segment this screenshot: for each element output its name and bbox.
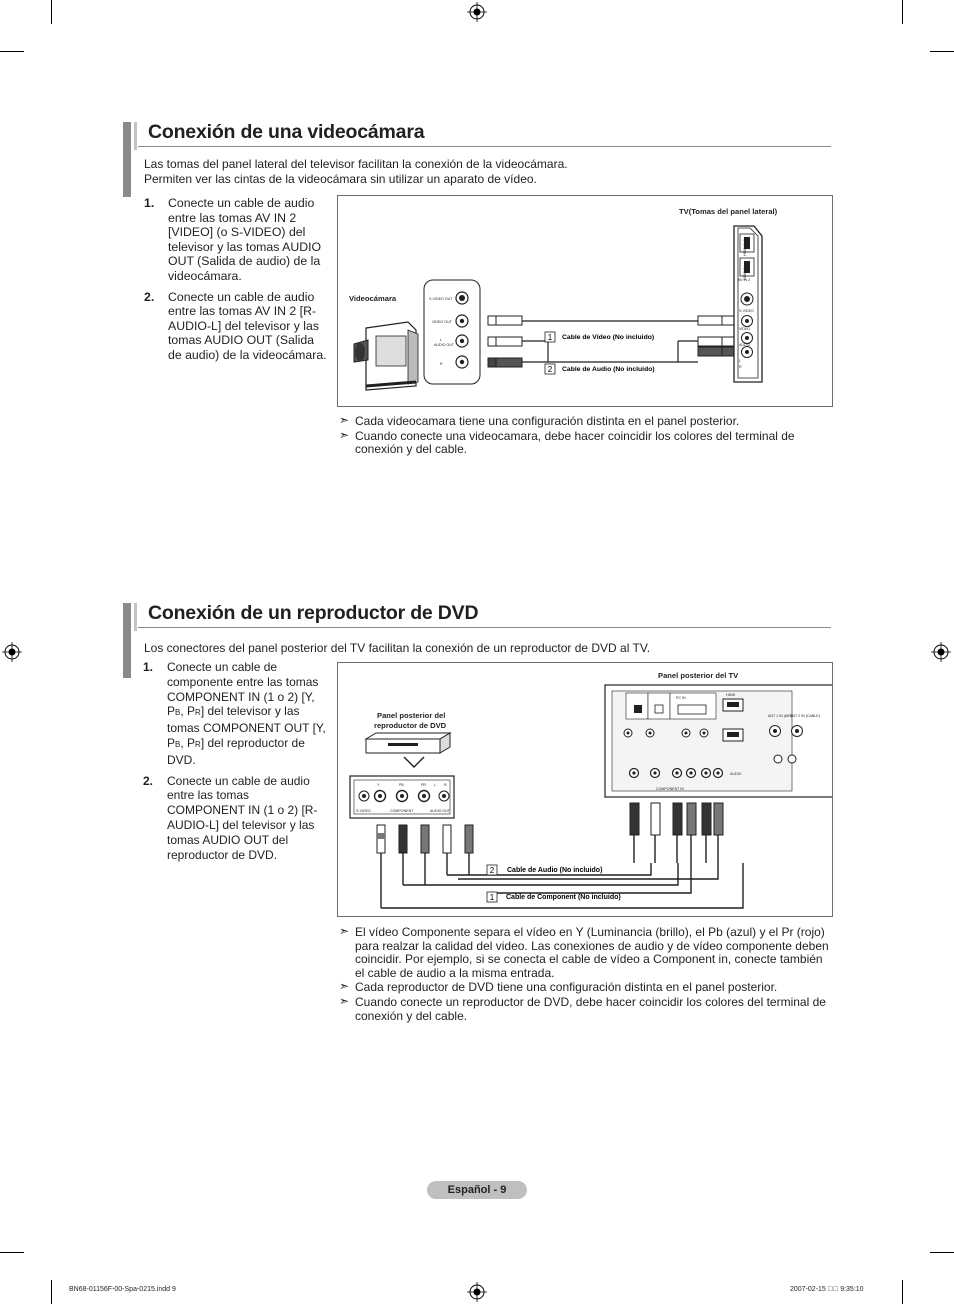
tv-jack-label: AUDIO	[739, 343, 751, 347]
crop-mark	[51, 0, 52, 24]
notes-list	[339, 926, 831, 1024]
dvd-cable-plugs	[377, 825, 473, 908]
subscript-b: B	[175, 708, 181, 718]
tv-jack-label: HDMI IN	[743, 266, 747, 280]
cable-label: Cable de Audio (No incluido)	[562, 366, 655, 373]
note-item	[339, 981, 831, 995]
jack-label: AUDIO OUT	[434, 343, 454, 347]
section-intro	[144, 641, 650, 656]
notes-list	[339, 415, 829, 458]
note-arrow-icon: ➣	[339, 924, 350, 938]
crop-mark	[0, 1252, 24, 1253]
file-slug: BN68-01156F-00-Spa-0215.indd 9	[69, 1286, 176, 1293]
device-label: reproductor de DVD	[374, 721, 447, 730]
jack-label: VIDEO OUT	[432, 320, 452, 324]
note-arrow-icon: ➣	[339, 427, 350, 442]
tv-jack-label: HDMI	[726, 693, 736, 697]
page-number-badge: Español - 9	[427, 1181, 527, 1199]
cable-label: Cable de Vídeo (No incluido)	[562, 334, 655, 341]
tv-label: Panel posterior del TV	[658, 671, 739, 680]
step-item	[144, 290, 328, 363]
jack-label: L	[434, 783, 436, 787]
registration-mark-icon	[467, 2, 487, 22]
step-text: Conecte un cable de audio entre las tomas AV IN 2 [R-AUDIO-L] del televisor y las tomas AUDIO OUT (Salida de audio) de la videocámara.	[168, 289, 327, 362]
cable-number: 1	[547, 333, 553, 342]
step-number: 1.	[143, 660, 154, 674]
note-arrow-icon: ➣	[339, 413, 350, 427]
title-rule	[138, 627, 831, 628]
section-accent-bar	[134, 603, 137, 631]
camcorder-connection-diagram	[337, 195, 833, 407]
note-text: Cada videocamara tiene una configuración distinta en el panel posterior.	[355, 414, 740, 428]
dvd-connection-diagram	[337, 662, 833, 917]
subscript-b: B	[175, 739, 181, 749]
tv-cable-plugs	[630, 803, 723, 863]
subscript-r: R	[195, 708, 201, 718]
tv-jack-label: HDMI IN 2	[743, 239, 747, 256]
step-number: 1.	[144, 196, 155, 210]
cable-number: 2	[547, 365, 553, 374]
tv-jack-label: VIDEO	[739, 327, 751, 331]
cable-number: 2	[489, 866, 495, 875]
crop-mark	[930, 51, 954, 52]
dvd-player-icon	[366, 733, 450, 767]
tv-jack-label: AUDIO	[730, 772, 742, 776]
step-text-part: , P	[180, 735, 196, 750]
section-title: Conexión de un reproductor de DVD	[148, 602, 479, 624]
tv-label: TV(Tomas del panel lateral)	[679, 207, 778, 216]
note-text: El vídeo Componente separa el vídeo en Y (Luminancia (brillo), el Pb (azul) y el Pr (rojo) para realzar la calidad del video. Las conexiones de audio y de vídeo componente deben coincidir. Por ejemplo, si se conecta el cable de vídeo a Component in, conecte también el cable de audio a la misma entrada.	[355, 925, 829, 980]
tv-jack-label: S-VIDEO	[739, 309, 754, 313]
step-item	[143, 774, 327, 863]
step-item	[144, 196, 328, 284]
section-accent-bar	[123, 603, 131, 678]
section-intro	[144, 157, 568, 186]
tv-side-panel	[734, 226, 762, 382]
step-text-part: Conecte un cable de componente entre las tomas COMPONENT IN (1 o 2) [Y, P	[167, 660, 319, 719]
jack-label: R	[444, 783, 447, 787]
cable-label: Cable de Audio (No incluido)	[507, 867, 603, 874]
crop-mark	[0, 51, 24, 52]
jack-label: R	[440, 362, 443, 366]
note-text: Cada reproductor de DVD tiene una configuración distinta en el panel posterior.	[355, 980, 778, 995]
tv-jack-label: R	[739, 365, 742, 369]
subscript-r: R	[195, 739, 201, 749]
registration-mark-icon	[467, 1282, 487, 1302]
note-item	[339, 427, 829, 457]
print-timestamp: 2007-02-15 ￿￿ 9:35:10	[790, 1286, 864, 1293]
step-text: Conecte un cable de audio entre las tomas COMPONENT IN (1 o 2) [R-AUDIO-L] del televisor y las tomas AUDIO OUT del reproductor de DVD.	[167, 773, 318, 862]
cable-number: 1	[489, 893, 495, 902]
tv-jack-label: AV IN 2	[738, 278, 751, 282]
jack-label: Y	[377, 783, 380, 787]
jack-label: COMPONENT	[390, 809, 414, 813]
camcorder-icon	[354, 322, 418, 390]
crop-mark	[930, 1252, 954, 1253]
note-text: Cuando conecte una videocamara, debe hacer coincidir los colores del terminal de conexión y del cable.	[355, 428, 795, 457]
dvd-jack-panel	[350, 776, 454, 818]
crop-mark	[902, 0, 903, 24]
steps-list	[143, 660, 327, 868]
jack-label: S-VIDEO OUT	[429, 297, 453, 301]
section-title: Conexión de una videocámara	[148, 121, 425, 143]
jack-label: PB	[399, 783, 404, 787]
tv-rear-panel	[605, 685, 832, 797]
jack-label: L	[440, 338, 442, 342]
intro-line: Los conectores del panel posterior del TV facilitan la conexión de un reproductor de DVD al TV.	[144, 641, 651, 655]
crop-mark	[51, 1280, 52, 1304]
note-arrow-icon: ➣	[339, 993, 350, 1008]
tv-jack-label: ANT 1 IN (AIR)	[768, 714, 793, 718]
note-item	[339, 926, 831, 980]
jack-label: S-VIDEO	[356, 809, 371, 813]
camcorder-cables	[488, 316, 734, 367]
step-number: 2.	[144, 289, 155, 304]
tv-jack-label: COMPONENT IN	[656, 787, 684, 791]
jack-label: AUDIO OUT	[430, 809, 450, 813]
crop-mark	[902, 1280, 903, 1304]
step-text	[167, 660, 326, 767]
tv-jack-label: L	[739, 359, 741, 363]
device-label: Videocámara	[349, 294, 397, 303]
device-label: Panel posterior del	[377, 711, 446, 720]
section-accent-bar	[123, 122, 131, 197]
step-number: 2.	[143, 773, 154, 788]
title-rule	[138, 146, 831, 147]
steps-list	[144, 196, 328, 369]
intro-line: Permiten ver las cintas de la videocámara sin utilizar un aparato de vídeo.	[144, 171, 537, 186]
registration-mark-icon	[2, 642, 22, 662]
step-text-part: ] del televisor y las tomas COMPONENT OUT [Y, P	[167, 704, 326, 750]
tv-jack-label: PC IN	[676, 696, 686, 700]
section-accent-bar	[134, 122, 137, 150]
note-item	[339, 993, 831, 1023]
cable-label: Cable de Component (No incluido)	[506, 894, 621, 901]
camcorder-diagram-svg	[338, 196, 832, 406]
step-item	[143, 660, 327, 768]
camcorder-jack-panel	[424, 280, 480, 384]
jack-label: PR	[421, 783, 426, 787]
step-text-part: ] del reproductor de DVD.	[167, 735, 305, 767]
note-item	[339, 415, 829, 429]
note-text: Cuando conecte un reproductor de DVD, debe hacer coincidir los colores del terminal de conexión y del cable.	[355, 994, 826, 1023]
tv-jack-label: ANT 2 IN (CABLE)	[790, 714, 820, 718]
note-arrow-icon: ➣	[339, 979, 350, 994]
step-text-part: , P	[180, 704, 196, 719]
dvd-diagram-svg	[338, 663, 832, 916]
step-text: Conecte un cable de audio entre las tomas AV IN 2 [VIDEO] (o S-VIDEO) del televisor y las tomas AUDIO OUT (Salida de audio) de la videocámara.	[168, 196, 322, 283]
intro-line: Las tomas del panel lateral del televisor facilitan la conexión de la videocámara.	[144, 157, 568, 171]
registration-mark-icon	[931, 642, 951, 662]
